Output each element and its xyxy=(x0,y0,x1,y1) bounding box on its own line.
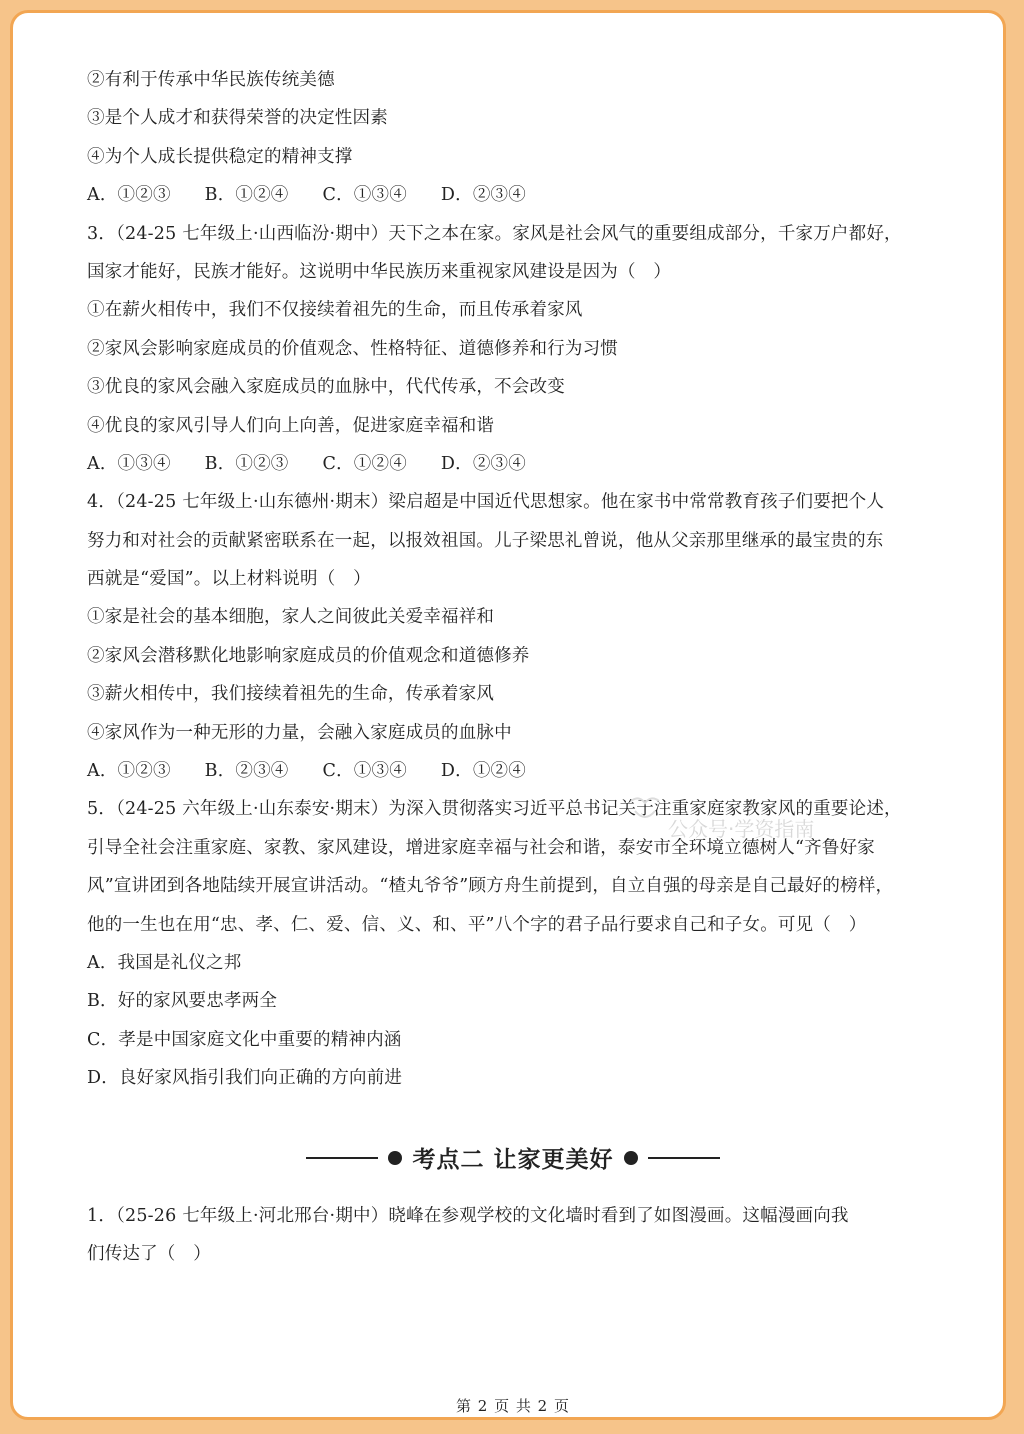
text-line: ②有利于传承中华民族传统美德 xyxy=(87,70,335,90)
text-line: ②家风会影响家庭成员的价值观念、性格特征、道德修养和行为习惯 xyxy=(87,338,618,359)
answer-option: B．②③④ xyxy=(204,761,289,782)
section-heading xyxy=(13,1141,1006,1185)
answer-option: B．①②③ xyxy=(204,453,289,474)
text-line: ④家风作为一种无形的力量，会融入家庭成员的血脉中 xyxy=(87,722,512,743)
text-line: ④优良的家风引导人们向上向善，促进家庭幸福和谐 xyxy=(87,415,495,436)
text-line: 3．（24-25 七年级上·山西临汾·期中）天下之本在家。家风是社会风气的重要组成部分，千家万户都好， xyxy=(87,223,902,244)
answer-option: A．①②③ xyxy=(87,185,171,206)
text-line: A．我国是礼仪之邦 xyxy=(87,952,242,973)
text-line: ③优良的家风会融入家庭成员的血脉中，代代传承，不会改变 xyxy=(87,377,565,398)
answer-option: D．②③④ xyxy=(440,185,526,206)
text-line: ①家是社会的基本细胞，家人之间彼此关爱幸福祥和 xyxy=(87,607,495,628)
text-line: 5．（24-25 六年级上·山东泰安·期末）为深入贯彻落实习近平总书记关于注重家庭家教家风的重要论述， xyxy=(87,799,902,820)
question-line: 1．（25-26 七年级上·河北邢台·期中）晓峰在参观学校的文化墙时看到了如图漫画。这幅漫画向我 xyxy=(87,1206,849,1226)
answer-options xyxy=(87,445,987,483)
answer-options xyxy=(87,176,987,214)
text-line: ③是个人成才和获得荣誉的决定性因素 xyxy=(87,108,388,129)
question-line: 们传达了（ ） xyxy=(87,1244,211,1265)
text-line: ③薪火相传中，我们接续着祖先的生命，传承着家风 xyxy=(87,684,495,705)
answer-options xyxy=(87,752,987,790)
text-line: 国家才能好，民族才能好。这说明中华民族历来重视家风建设是因为（ ） xyxy=(87,261,672,282)
text-line: ②家风会潜移默化地影响家庭成员的价值观念和道德修养 xyxy=(87,645,530,666)
text-line: 引导全社会注重家庭、家教、家风建设，增进家庭幸福与社会和谐，泰安市全环境立德树人“齐鲁好家 xyxy=(87,837,875,858)
answer-option: C．①③④ xyxy=(322,761,407,782)
text-line: D．良好家风指引我们向正确的方向前进 xyxy=(87,1068,403,1089)
heading-dot-right xyxy=(624,1151,638,1165)
text-line: 他的一生也在用“忠、孝、仁、爱、信、义、和、平”八个字的君子品行要求自己和子女。可见（ ） xyxy=(87,914,867,935)
answer-option: A．①③④ xyxy=(87,453,171,474)
heading-rule-right xyxy=(648,1157,720,1159)
heading-rule-left xyxy=(306,1157,378,1159)
answer-option: D．①②④ xyxy=(440,761,526,782)
text-line: 努力和对社会的贡献紧密联系在一起，以报效祖国。儿子梁思礼曾说，他从父亲那里继承的最宝贵的东 xyxy=(87,530,884,551)
answer-option: C．①②④ xyxy=(322,453,407,474)
answer-option: A．①②③ xyxy=(87,761,171,782)
text-line: B．好的家风要忠孝两全 xyxy=(87,991,278,1012)
text-line: ①在薪火相传中，我们不仅接续着祖先的生命，而且传承着家风 xyxy=(87,300,583,321)
text-line: 4．（24-25 七年级上·山东德州·期末）梁启超是中国近代思想家。他在家书中常常教育孩子们要把个人 xyxy=(87,492,885,513)
watermark-logo-icon xyxy=(625,793,665,827)
text-line: C．孝是中国家庭文化中重要的精神内涵 xyxy=(87,1029,402,1050)
next-question xyxy=(87,1197,987,1274)
watermark-text: 公众号·学资指南 xyxy=(668,817,815,841)
answer-option: D．②③④ xyxy=(440,453,526,474)
answer-option: B．①②④ xyxy=(204,185,289,206)
text-line: 风”宣讲团到各地陆续开展宣讲活动。“楂丸爷爷”顾方舟生前提到，自立自强的母亲是自己最好的榜样， xyxy=(87,876,894,897)
question-content xyxy=(87,61,987,1098)
document-page xyxy=(10,10,1006,1420)
heading-dot-left xyxy=(388,1151,402,1165)
answer-option: C．①③④ xyxy=(322,185,407,206)
page-footer: 第 2 页 共 2 页 xyxy=(456,1397,570,1415)
text-line: ④为个人成长提供稳定的精神支撑 xyxy=(87,146,353,167)
section-title: 考点二 让家更美好 xyxy=(412,1147,614,1173)
text-line: 西就是“爱国”。以上材料说明（ ） xyxy=(87,569,371,590)
